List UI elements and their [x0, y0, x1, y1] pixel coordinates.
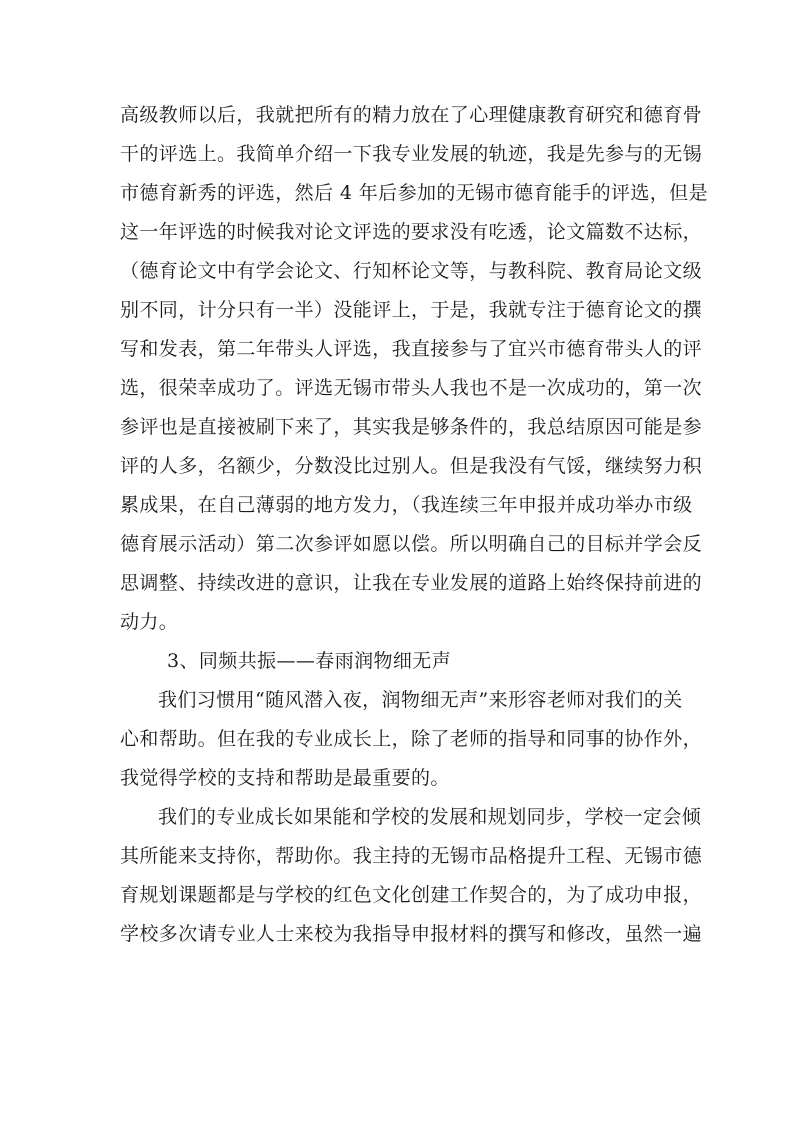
text-line: 我觉得学校的支持和帮助是最重要的。: [120, 767, 450, 789]
text-line: 高级教师以后，我就把所有的精力放在了心理健康教育研究和德育骨: [120, 104, 703, 126]
text-line: 动力。: [120, 611, 179, 633]
text-line: 德育展示活动）第二次参评如愿以偿。所以明确自己的目标并学会反: [120, 533, 703, 555]
text-line: 其所能来支持你，帮助你。我主持的无锡市品格提升工程、无锡市德: [120, 845, 703, 867]
text-line: 参评也是直接被刷下来了，其实我是够条件的，我总结原因可能是参: [120, 416, 703, 438]
text-line: 别不同，计分只有一半）没能评上，于是，我就专注于德育论文的撰: [120, 299, 703, 321]
text-line: 育规划课题都是与学校的红色文化创建工作契合的，为了成功申报，: [120, 884, 703, 906]
text-line: 学校多次请专业人士来校为我指导申报材料的撰写和修改，虽然一遍: [120, 923, 703, 945]
text-line: 选，很荣幸成功了。评选无锡市带头人我也不是一次成功的，第一次: [120, 377, 703, 399]
text-line: 心和帮助。但在我的专业成长上，除了老师的指导和同事的协作外，: [120, 728, 703, 750]
text-line: 思调整、持续改进的意识，让我在专业发展的道路上始终保持前进的: [120, 572, 703, 594]
text-line: 我们习惯用“随风潜入夜，润物细无声”来形容老师对我们的关: [158, 689, 683, 711]
text-line: 写和发表，第二年带头人评选，我直接参与了宜兴市德育带头人的评: [120, 338, 703, 360]
text-line: 我们的专业成长如果能和学校的发展和规划同步，学校一定会倾: [158, 806, 702, 828]
text-line: 干的评选上。我简单介绍一下我专业发展的轨迹，我是先参与的无锡: [120, 143, 703, 165]
text-line: 累成果，在自己薄弱的地方发力，（我连续三年申报并成功举办市级: [120, 494, 693, 516]
document-body: [120, 96, 708, 954]
section-heading: 3、同频共振——春雨润物细无声: [167, 650, 452, 672]
text-line: 评的人多，名额少，分数没比过别人。但是我没有气馁，继续努力积: [120, 455, 703, 477]
text-line: 这一年评选的时候我对论文评选的要求没有吃透，论文篇数不达标，: [120, 221, 703, 243]
text-line: （德育论文中有学会论文、行知杯论文等，与教科院、教育局论文级: [120, 260, 703, 282]
text-line: 市德育新秀的评选，然后 4 年后参加的无锡市德育能手的评选，但是: [120, 182, 708, 204]
